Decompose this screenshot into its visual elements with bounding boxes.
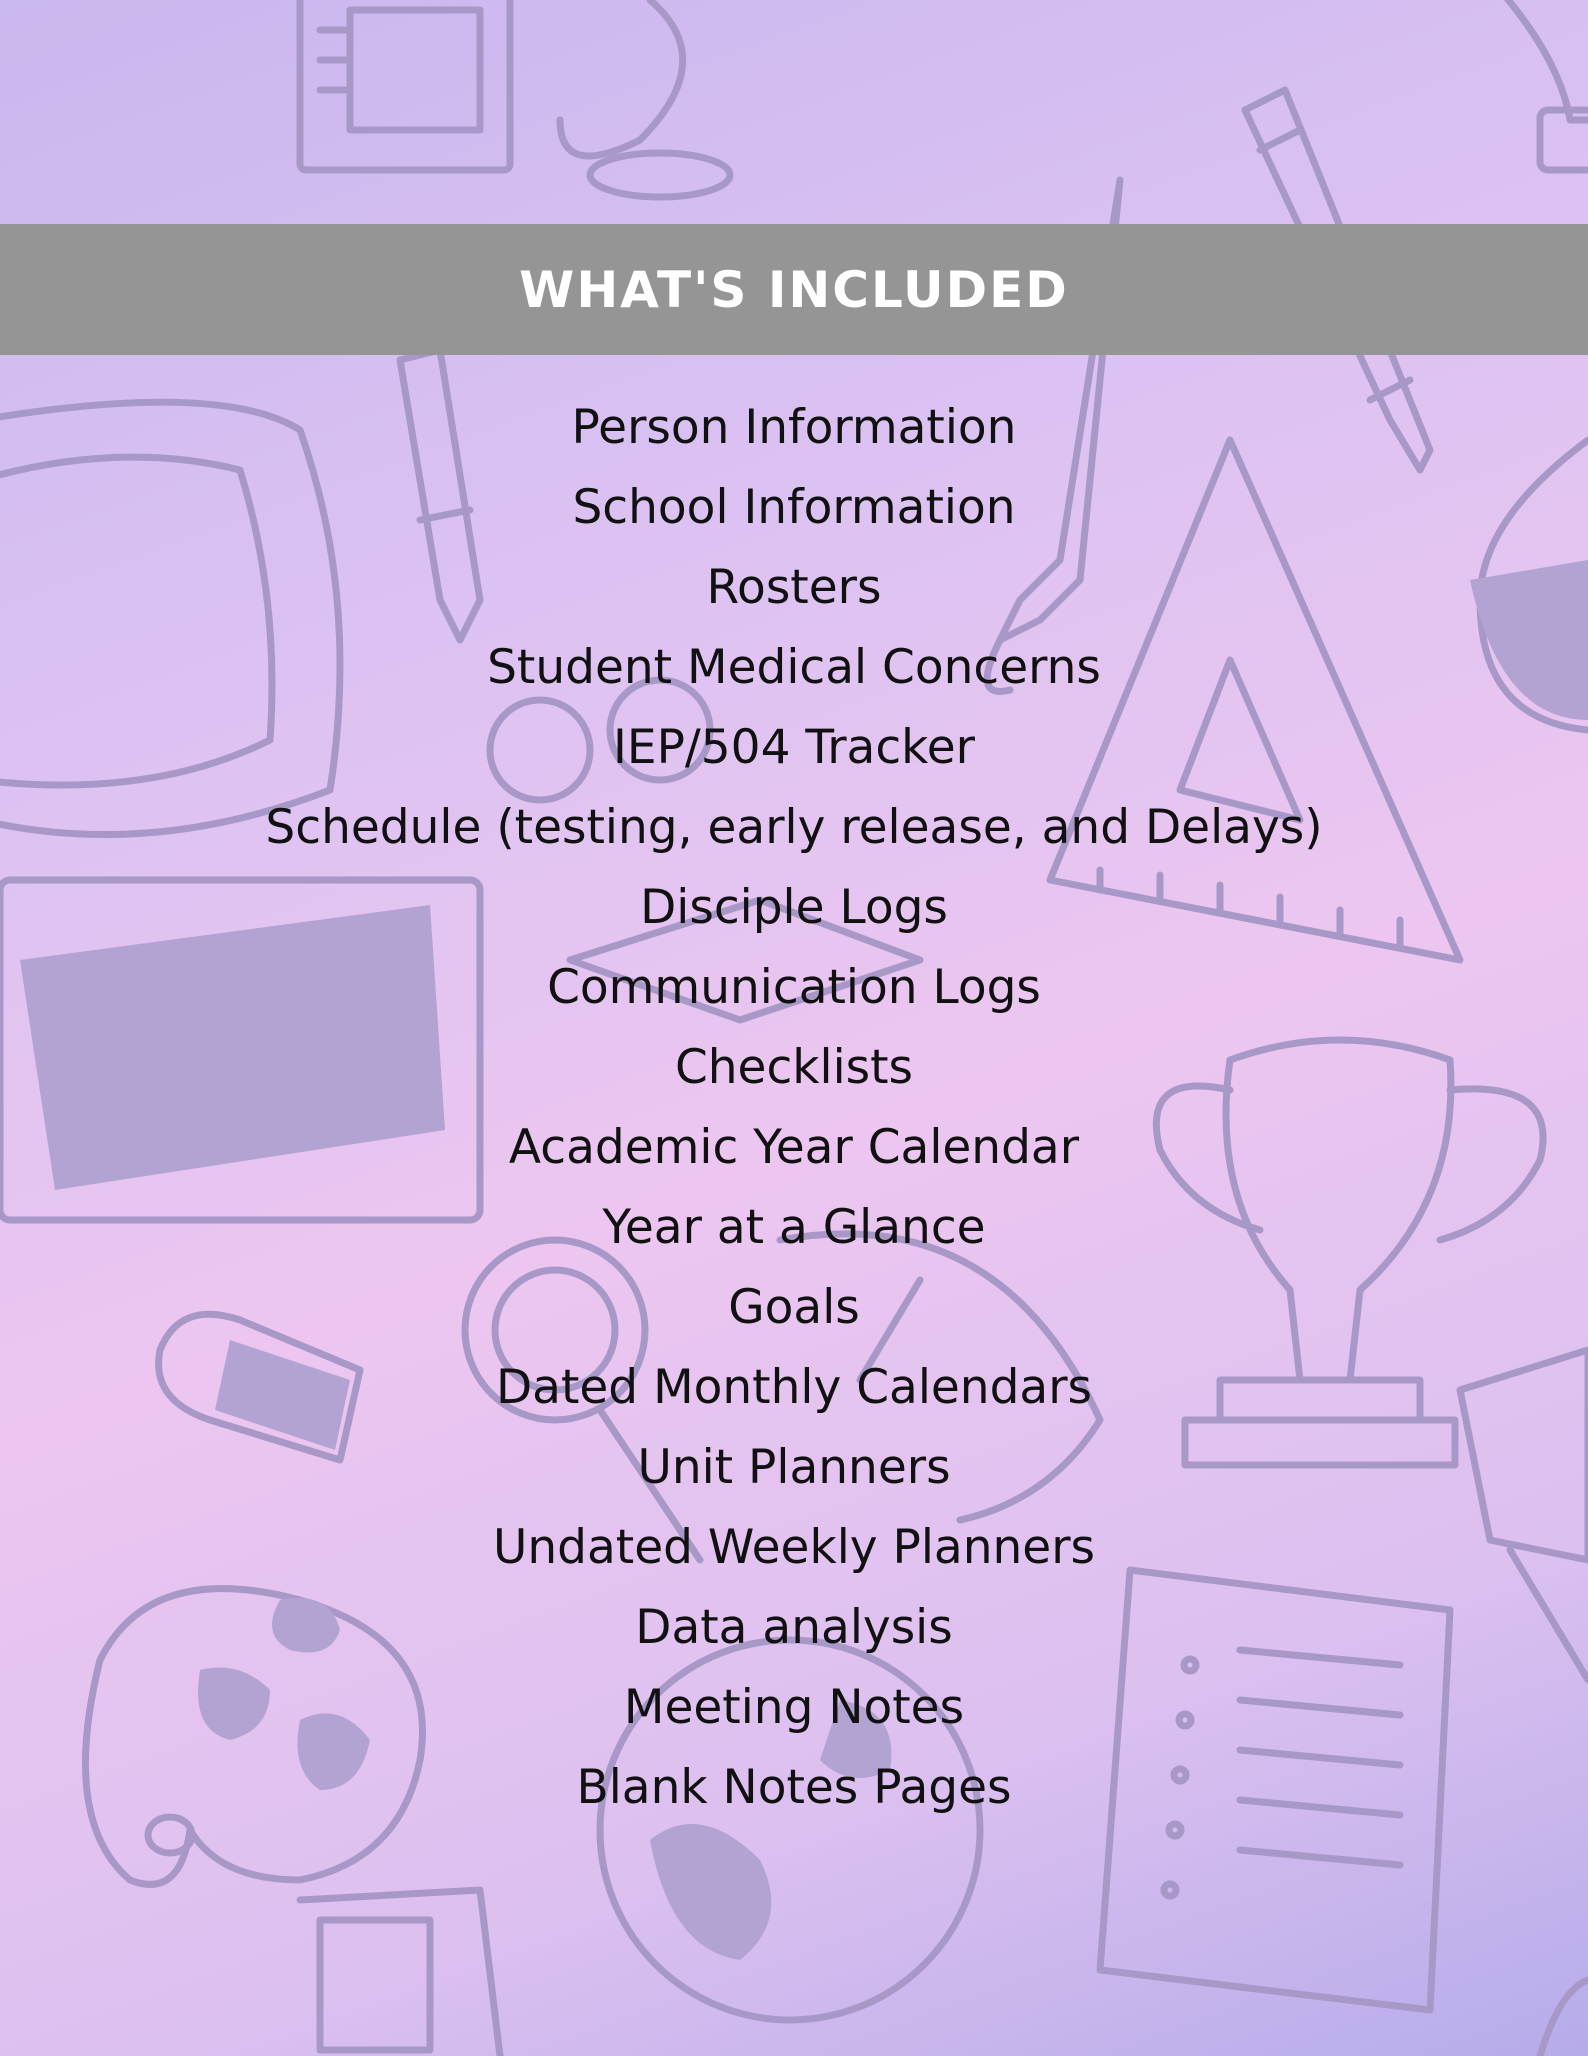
list-item: Goals <box>728 1280 860 1335</box>
list-item: Academic Year Calendar <box>508 1120 1080 1175</box>
list-item: Year at a Glance <box>602 1200 986 1255</box>
list-item: Undated Weekly Planners <box>492 1520 1096 1575</box>
list-item: Rosters <box>706 560 882 615</box>
list-item: Person Information <box>571 400 1017 455</box>
list-item: Student Medical Concerns <box>487 640 1101 695</box>
plant-icon <box>1540 1980 1588 2056</box>
list-item: Disciple Logs <box>640 880 948 935</box>
book-icon <box>300 1890 500 2056</box>
list-item: Dated Monthly Calendars <box>495 1360 1093 1415</box>
included-items-list <box>0 388 1588 1828</box>
header-banner <box>0 224 1588 355</box>
list-item: Unit Planners <box>637 1440 951 1495</box>
list-item: Data analysis <box>635 1600 953 1655</box>
book-icon <box>300 0 510 170</box>
list-item: Checklists <box>674 1040 914 1095</box>
list-item: School Information <box>572 480 1016 535</box>
globe-icon <box>560 0 730 197</box>
list-item: IEP/504 Tracker <box>613 720 975 775</box>
list-item: Blank Notes Pages <box>576 1760 1012 1815</box>
list-item: Schedule (testing, early release, and Delays) <box>265 800 1323 855</box>
flask-icon <box>1500 0 1588 170</box>
list-item: Communication Logs <box>547 960 1041 1015</box>
list-item: Meeting Notes <box>623 1680 965 1735</box>
page-title: WHAT'S INCLUDED <box>519 260 1069 319</box>
